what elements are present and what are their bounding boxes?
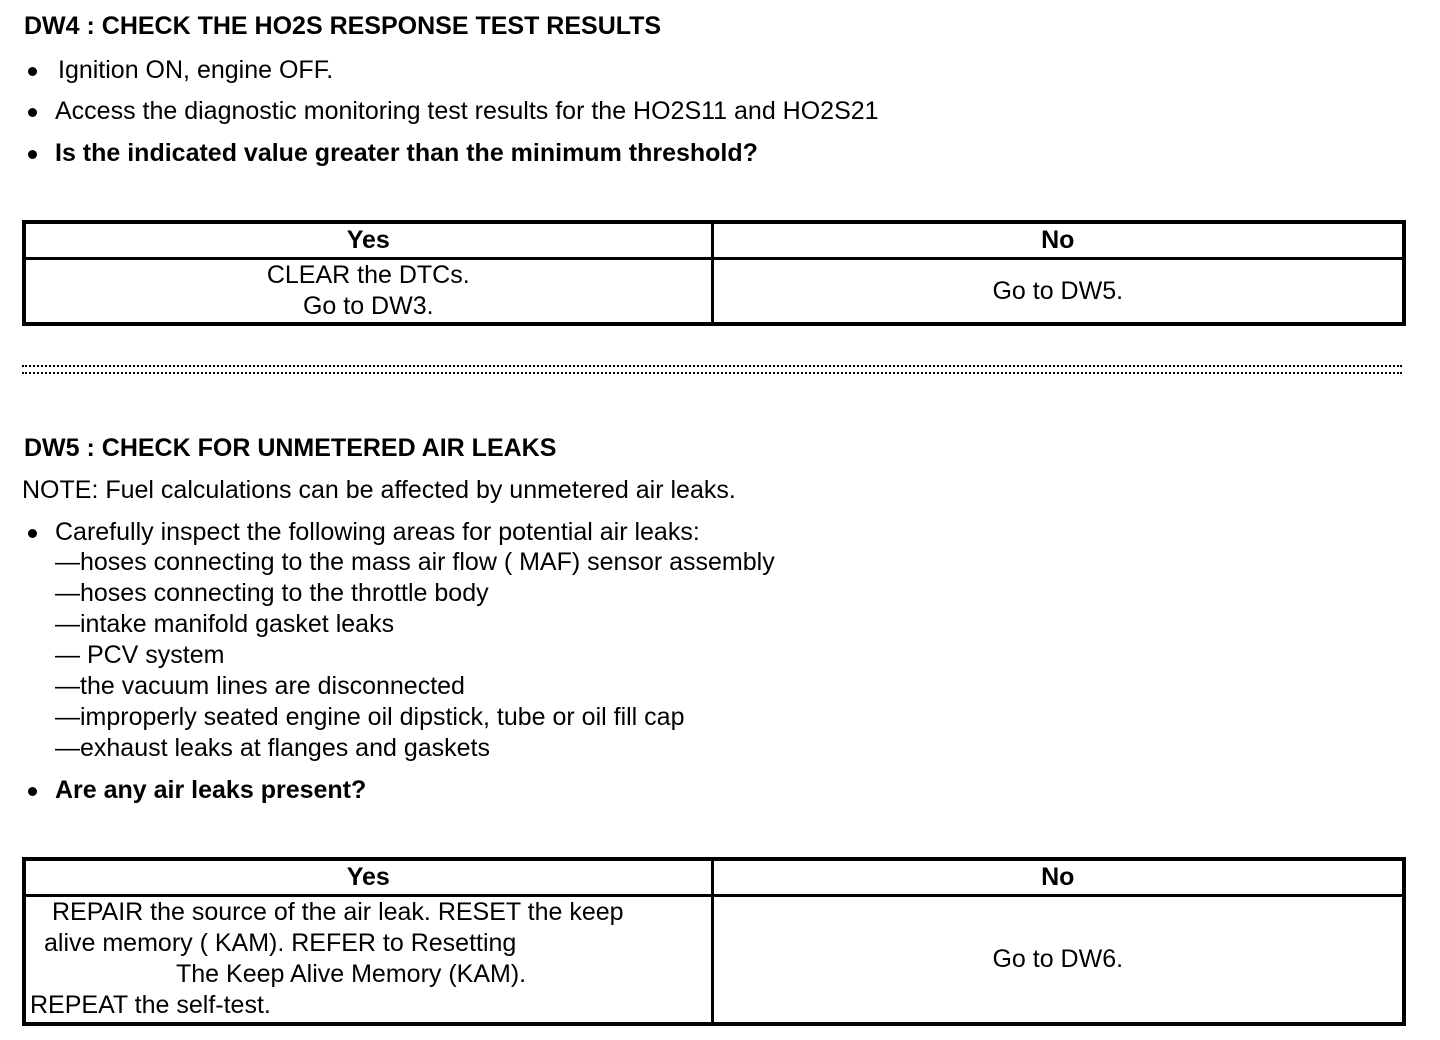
- bullet-icon: [28, 787, 37, 796]
- dw5-yes-action: [24, 896, 712, 1024]
- dw4-no-action: Go to DW5.: [712, 259, 1404, 325]
- dw5-note: NOTE: Fuel calculations can be affected by unmetered air leaks.: [22, 476, 736, 504]
- dw4-decision-table: [22, 220, 1406, 326]
- dw5-yes-header: Yes: [24, 859, 712, 896]
- dw4-yes-line: Go to DW3.: [302, 292, 434, 320]
- dw5-area-item: —exhaust leaks at flanges and gaskets: [55, 734, 490, 762]
- dw5-area-item: —intake manifold gasket leaks: [55, 610, 395, 638]
- dw4-question: Is the indicated value greater than the minimum threshold?: [55, 139, 758, 167]
- dw4-yes-header: Yes: [24, 222, 712, 259]
- dw5-decision-table: [22, 857, 1406, 1026]
- dw5-yes-line: REPAIR the source of the air leak. RESET the keep: [52, 898, 624, 927]
- bullet-icon: [28, 67, 37, 76]
- dw5-area-item: —improperly seated engine oil dipstick, tube or oil fill cap: [55, 703, 685, 731]
- dw4-yes-action: [24, 259, 712, 325]
- bullet-icon: [28, 108, 37, 117]
- dw4-yes-line: CLEAR the DTCs.: [266, 261, 470, 289]
- dw5-yes-line: alive memory ( KAM). REFER to Resetting: [44, 929, 517, 958]
- dw5-inspect-step: Carefully inspect the following areas for potential air leaks:: [55, 518, 700, 546]
- dw4-no-header: No: [712, 222, 1404, 259]
- dw4-step-ignition: Ignition ON, engine OFF.: [58, 56, 334, 84]
- dw5-yes-line: REPEAT the self-test.: [30, 991, 271, 1020]
- section-divider: [22, 365, 1402, 374]
- dw5-area-item: —hoses connecting to the throttle body: [55, 579, 489, 607]
- dw5-no-action: Go to DW6.: [712, 896, 1404, 1024]
- dw5-area-item: —the vacuum lines are disconnected: [55, 672, 465, 700]
- dw5-area-item: —hoses connecting to the mass air flow ( MAF) sensor assembly: [55, 548, 775, 576]
- dw5-no-header: No: [712, 859, 1404, 896]
- dw5-yes-line: The Keep Alive Memory (KAM).: [176, 960, 527, 989]
- dw5-question: Are any air leaks present?: [55, 776, 367, 804]
- bullet-icon: [28, 150, 37, 159]
- dw5-area-item: — PCV system: [55, 641, 225, 669]
- bullet-icon: [28, 529, 37, 538]
- dw4-step-access: Access the diagnostic monitoring test results for the HO2S11 and HO2S21: [55, 97, 879, 125]
- dw4-title: DW4 : CHECK THE HO2S RESPONSE TEST RESULTS: [24, 12, 662, 40]
- dw5-title: DW5 : CHECK FOR UNMETERED AIR LEAKS: [24, 434, 557, 462]
